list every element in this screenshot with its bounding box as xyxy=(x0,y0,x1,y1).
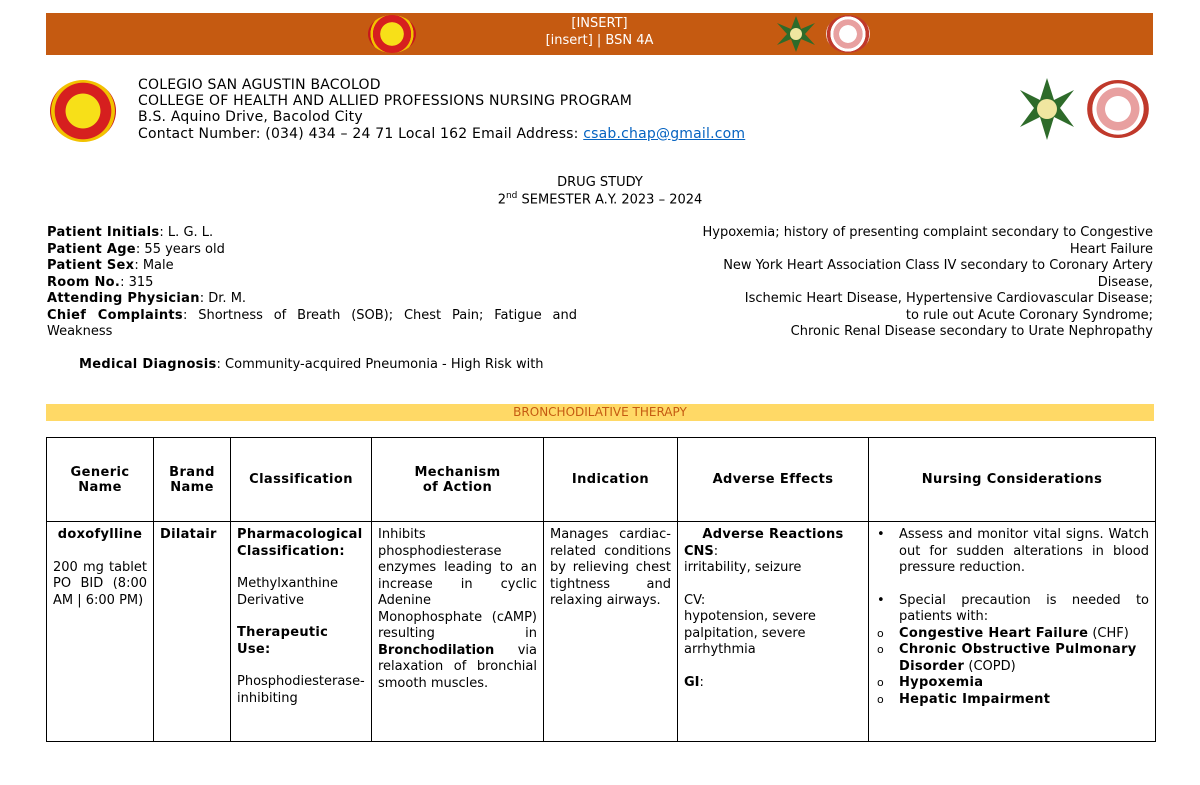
section-banner: BRONCHODILATIVE THERAPY xyxy=(46,404,1154,421)
diagnosis-line: Heart Failure xyxy=(1069,241,1153,257)
pharm-class-value: Methylxanthine Derivative xyxy=(237,576,338,608)
ther-use-label: Therapeutic Use: xyxy=(237,625,329,657)
precaution-item: o Hypoxemia xyxy=(899,675,1149,692)
nursing-item: • Special precaution is needed to patients with: o Congestive Heart Failure (CHF) o Chronic Obstructive Pulmonary Disorder (COPD) o Hypoxemia o Hepatic Impairment xyxy=(899,593,1149,709)
red-seal-icon xyxy=(826,15,870,53)
col-header-adverse: Adverse Effects xyxy=(678,438,869,522)
attending-physician: Attending Physician: Dr. M. xyxy=(47,291,247,306)
cv-text: hypotension, severe palpitation, severe arrhythmia xyxy=(684,609,816,657)
cell-classification xyxy=(231,522,372,742)
chief-complaints: Chief Complaints: Shortness of Breath (SOB); Chest Pain; Fatigue and Weakness xyxy=(47,307,578,339)
dose: 200 mg tablet PO BID (8:00 AM | 6:00 PM) xyxy=(53,559,147,608)
patient-initials: Patient Initials: L. G. L. xyxy=(47,225,214,240)
adverse-title: Adverse Reactions xyxy=(702,527,844,542)
institution-address: B.S. Aquino Drive, Bacolod City xyxy=(138,109,363,125)
precaution-item: o Congestive Heart Failure (CHF) xyxy=(899,626,1149,643)
brand-name: Dilatair xyxy=(160,527,217,542)
col-header-mechanism: Mechanism of Action xyxy=(372,438,544,522)
diagnosis-line: New York Heart Association Class IV secondary to Coronary Artery xyxy=(723,258,1153,273)
red-seal-icon xyxy=(1087,80,1149,138)
cv-section: CV: xyxy=(684,592,706,608)
institution-name: COLEGIO SAN AGUSTIN BACOLOD xyxy=(138,77,381,93)
study-semester: 2nd SEMESTER A.Y. 2023 – 2024 xyxy=(497,191,703,208)
email-link[interactable]: csab.chap@gmail.com xyxy=(583,126,746,142)
star-badge-icon xyxy=(1012,77,1082,141)
col-header-indication: Indication xyxy=(544,438,678,522)
cns-text: irritability, seizure xyxy=(684,560,802,575)
college-seal-icon xyxy=(50,80,116,142)
precaution-item: o Hepatic Impairment xyxy=(899,692,1149,709)
header-bar xyxy=(46,13,1153,55)
diagnosis-line: Ischemic Heart Disease, Hypertensive Cardiovascular Disease; xyxy=(744,291,1153,306)
cell-indication: Manages cardiac-related conditions by relieving chest tightness and relaxing airways. xyxy=(544,522,678,742)
nursing-list xyxy=(875,527,1149,708)
patient-info xyxy=(47,225,577,373)
header-subtitle: [insert] | BSN 4A xyxy=(545,33,654,48)
college-name: COLLEGE OF HEALTH AND ALLIED PROFESSIONS NURSING PROGRAM xyxy=(138,93,633,109)
precaution-list xyxy=(875,626,1149,709)
diagnosis-continued xyxy=(633,225,1153,341)
cns-section: CNS: xyxy=(684,543,719,559)
patient-sex: Patient Sex: Male xyxy=(47,258,174,273)
ther-use-value: Phosphodiesterase-inhibiting xyxy=(237,674,365,706)
col-header-brand: Brand Name xyxy=(154,438,231,522)
col-header-classification: Classification xyxy=(231,438,372,522)
contact-line xyxy=(138,126,745,142)
precaution-item: o Chronic Obstructive Pulmonary Disorder (COPD) xyxy=(899,642,1149,675)
study-title: DRUG STUDY xyxy=(557,175,643,190)
pharm-class-label: Pharmacological Classification: xyxy=(237,527,363,559)
diagnosis-line: Disease, xyxy=(1097,274,1153,290)
medical-diagnosis: Medical Diagnosis: Community-acquired Pneumonia - High Risk with xyxy=(79,356,544,372)
cell-adverse xyxy=(678,522,869,742)
table-row xyxy=(47,522,1156,742)
col-header-generic: Generic Name xyxy=(47,438,154,522)
nursing-item: • Assess and monitor vital signs. Watch out for sudden alterations in blood pressure reduction. xyxy=(899,527,1149,577)
patient-age: Patient Age: 55 years old xyxy=(47,241,225,257)
table-header-row xyxy=(47,438,1156,522)
drug-table xyxy=(46,437,1156,742)
cell-generic xyxy=(47,522,154,742)
generic-name: doxofylline xyxy=(57,527,143,542)
cell-brand xyxy=(154,522,231,742)
diagnosis-line: to rule out Acute Coronary Syndrome; xyxy=(905,307,1153,323)
contact-text: Contact Number: (034) 434 – 24 71 Local 162 Email Address: xyxy=(138,126,584,142)
gi-section: GI: xyxy=(684,674,704,690)
room-number: Room No.: 315 xyxy=(47,274,154,290)
star-badge-icon xyxy=(771,15,821,53)
header-title: [INSERT] xyxy=(571,16,628,31)
col-header-nursing: Nursing Considerations xyxy=(869,438,1156,522)
cell-nursing xyxy=(869,522,1156,742)
cell-mechanism: Inhibits phosphodiesterase enzymes leading to an increase in cyclic Adenine Monophosphate (cAMP) resulting in Bronchodilation via relaxation of bronchial smooth muscles. xyxy=(372,522,544,742)
diagnosis-line: Chronic Renal Disease secondary to Urate Nephropathy xyxy=(790,324,1153,339)
diagnosis-line: Hypoxemia; history of presenting complaint secondary to Congestive xyxy=(702,225,1153,240)
